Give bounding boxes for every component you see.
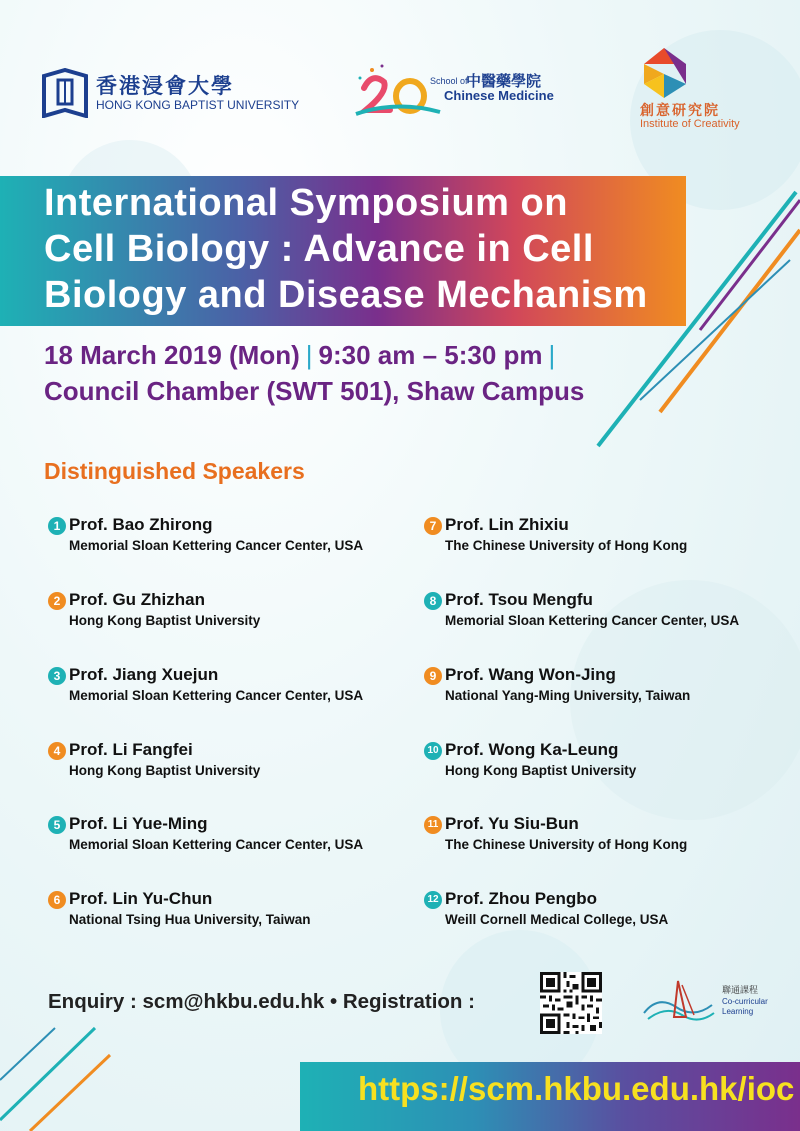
ioc-english-name: Institute of Creativity [640, 118, 740, 130]
speaker-item [424, 516, 784, 560]
scm-20th-anniversary-icon [352, 60, 442, 120]
speaker-item [48, 666, 408, 710]
speaker-number-badge: 5 [48, 816, 66, 834]
registration-qr-code[interactable] [540, 972, 602, 1034]
event-date-time [44, 340, 561, 371]
speaker-number-badge: 9 [424, 667, 442, 685]
ioc-emblem-icon [640, 44, 690, 102]
speaker-item [424, 666, 784, 710]
speaker-number-badge: 11 [424, 816, 442, 834]
speaker-number-badge: 1 [48, 517, 66, 535]
speaker-item [424, 890, 784, 934]
speaker-item [424, 815, 784, 859]
speaker-name: Prof. Yu Siu-Bun [445, 814, 579, 833]
speaker-number-badge: 6 [48, 891, 66, 909]
ioc-chinese-name: 創意研究院 [640, 103, 720, 119]
event-venue: Council Chamber (SWT 501), Shaw Campus [44, 376, 585, 406]
scm-school-of: School of [430, 76, 468, 86]
event-time: 9:30 am – 5:30 pm [318, 340, 543, 370]
speaker-affiliation: Weill Cornell Medical College, USA [445, 912, 669, 927]
co-curricular-learning-icon [638, 975, 718, 1031]
scm-english-name: Chinese Medicine [444, 88, 554, 103]
speaker-item [48, 815, 408, 859]
enquiry-registration-text: Enquiry : scm@hkbu.edu.hk • Registration : [48, 990, 475, 1013]
scm-chinese-name: 中醫藥學院 [466, 72, 542, 90]
speaker-item [424, 591, 784, 635]
hkbu-chinese-name: 香港浸會大學 [96, 74, 234, 98]
speaker-item [48, 890, 408, 934]
ccl-english-name: Co-curricular [722, 997, 768, 1006]
speaker-item [48, 516, 408, 560]
event-title [44, 180, 684, 318]
speaker-affiliation: Hong Kong Baptist University [69, 763, 261, 778]
speaker-number-badge: 7 [424, 517, 442, 535]
speaker-number-badge: 8 [424, 592, 442, 610]
speaker-affiliation: The Chinese University of Hong Kong [445, 837, 688, 852]
speaker-affiliation: Memorial Sloan Kettering Cancer Center, USA [445, 613, 740, 628]
speaker-item [48, 741, 408, 785]
speaker-item [48, 591, 408, 635]
ccl-chinese-name: 聯通課程 [722, 986, 759, 996]
hkbu-emblem-icon [42, 68, 88, 118]
speaker-name: Prof. Jiang Xuejun [69, 665, 219, 684]
speaker-affiliation: Memorial Sloan Kettering Cancer Center, USA [69, 837, 364, 852]
title-line: Cell Biology : Advance in Cell [44, 228, 594, 270]
speakers-heading: Distinguished Speakers [44, 458, 305, 484]
speaker-name: Prof. Wong Ka-Leung [445, 740, 619, 759]
speaker-number-badge: 4 [48, 742, 66, 760]
speaker-affiliation: National Tsing Hua University, Taiwan [69, 912, 311, 927]
speaker-affiliation: The Chinese University of Hong Kong [445, 538, 688, 553]
speaker-affiliation: Memorial Sloan Kettering Cancer Center, USA [69, 688, 364, 703]
speaker-name: Prof. Lin Zhixiu [445, 515, 569, 534]
title-line: Biology and Disease Mechanism [44, 274, 648, 316]
speaker-name: Prof. Wang Won-Jing [445, 665, 616, 684]
speaker-name: Prof. Gu Zhizhan [69, 590, 205, 609]
speaker-name: Prof. Bao Zhirong [69, 515, 213, 534]
speaker-item [424, 741, 784, 785]
speaker-number-badge: 12 [424, 891, 442, 909]
hkbu-logo [42, 68, 300, 124]
ioc-logo [636, 44, 776, 128]
speaker-affiliation: Hong Kong Baptist University [69, 613, 261, 628]
hkbu-english-name: HONG KONG BAPTIST UNIVERSITY [96, 98, 300, 112]
ccl-english-name: Learning [722, 1007, 754, 1016]
title-line: International Symposium on [44, 182, 568, 224]
speaker-name: Prof. Li Fangfei [69, 740, 193, 759]
speaker-affiliation: National Yang-Ming University, Taiwan [445, 688, 691, 703]
speaker-affiliation: Memorial Sloan Kettering Cancer Center, USA [69, 538, 364, 553]
speaker-name: Prof. Tsou Mengfu [445, 590, 593, 609]
speaker-number-badge: 2 [48, 592, 66, 610]
event-date: 18 March 2019 (Mon) [44, 340, 300, 370]
co-curricular-learning-logo [638, 975, 768, 1031]
speaker-number-badge: 3 [48, 667, 66, 685]
separator: | [548, 340, 556, 370]
speaker-name: Prof. Zhou Pengbo [445, 889, 598, 908]
speaker-number-badge: 10 [424, 742, 442, 760]
registration-url-link[interactable]: https://scm.hkbu.edu.hk/ioc [358, 1070, 795, 1107]
separator: | [305, 340, 313, 370]
scm-logo [352, 60, 582, 120]
speaker-name: Prof. Lin Yu-Chun [69, 889, 213, 908]
speaker-name: Prof. Li Yue-Ming [69, 814, 208, 833]
speaker-affiliation: Hong Kong Baptist University [445, 763, 637, 778]
